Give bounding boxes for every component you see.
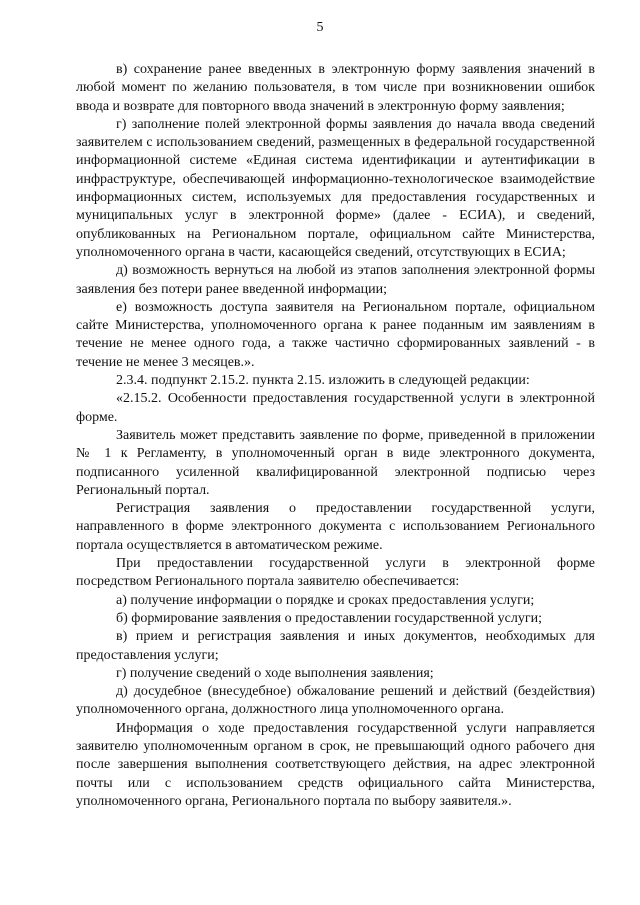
paragraph-g-fill-fields: г) заполнение полей электронной формы заявления до начала ввода сведений заявителем с использованием сведений, размещенных в федеральной государственной информационной системе «Единая система идентификации и аутентификации в инфраструктуре, обеспечивающей информационно-технологическое взаимодействие информационных систем, используемых для предоставления государственных и муниципальных услуг в электронной форме» (далее - ЕСИА), и сведений, опубликованных на Региональном портале, официальном сайте Министерства, уполномоченного органа в части, касающейся сведений, отсутствующих в ЕСИА; [76,116,595,260]
document-body [76,61,595,811]
paragraph-information-progress: Информация о ходе предоставления государственной услуги направляется заявителю уполномоченным органом в срок, не превышающий одного рабочего дня после завершения выполнения соответствующего действия, на адрес электронной почты или с использованием средств официального сайта Министерства, уполномоченного органа, Регионального портала по выбору заявителя.». [76,720,595,809]
paragraph-applicant-submission: Заявитель может представить заявление по форме, приведенной в приложении № 1 к Регламенту, в уполномоченный орган в виде электронного документа, подписанного усиленной квалифицированной электронной подписью через Региональный портал. [76,427,595,498]
paragraph-section-2-15-2-heading: «2.15.2. Особенности предоставления государственной услуги в электронной форме. [76,391,595,425]
paragraph-amendment-2-3-4: 2.3.4. подпункт 2.15.2. пункта 2.15. изложить в следующей редакции: [116,373,530,389]
paragraph-d-return-stage: д) возможность вернуться на любой из этапов заполнения электронной формы заявления без потери ранее введенной информации; [76,263,595,297]
list-item-v: в) прием и регистрация заявления и иных документов, необходимых для предоставления услуги; [76,629,595,663]
paragraph-v-save-values: в) сохранение ранее введенных в электронную форму заявления значений в любой момент по желанию пользователя, в том числе при возникновении ошибок ввода и возврате для повторного ввода значений в электронную форму заявления; [76,62,595,114]
list-item-d: д) досудебное (внесудебное) обжалование решений и действий (бездействия) уполномоченного органа, должностного лица уполномоченного органа. [76,684,595,718]
paragraph-provision-intro: При предоставлении государственной услуги в электронной форме посредством Регионального портала заявителю обеспечивается: [76,556,595,590]
paragraph-registration: Регистрация заявления о предоставлении государственной услуги, направленного в форме электронного документа с использованием Регионального портала осуществляется в автоматическом режиме. [76,501,595,553]
page-number: 5 [316,20,324,35]
paragraph-e-access-applications: е) возможность доступа заявителя на Региональном портале, официальном сайте Министерства, уполномоченного органа к ранее поданным им заявлениям в течение не менее одного года, а также частично сформированных заявлений - в течение не менее 3 месяцев.». [76,299,595,370]
list-item-b: б) формирование заявления о предоставлении государственной услуги; [116,610,542,626]
list-item-g: г) получение сведений о ходе выполнения заявления; [116,665,434,681]
list-item-a: а) получение информации о порядке и сроках предоставления услуги; [116,592,535,608]
